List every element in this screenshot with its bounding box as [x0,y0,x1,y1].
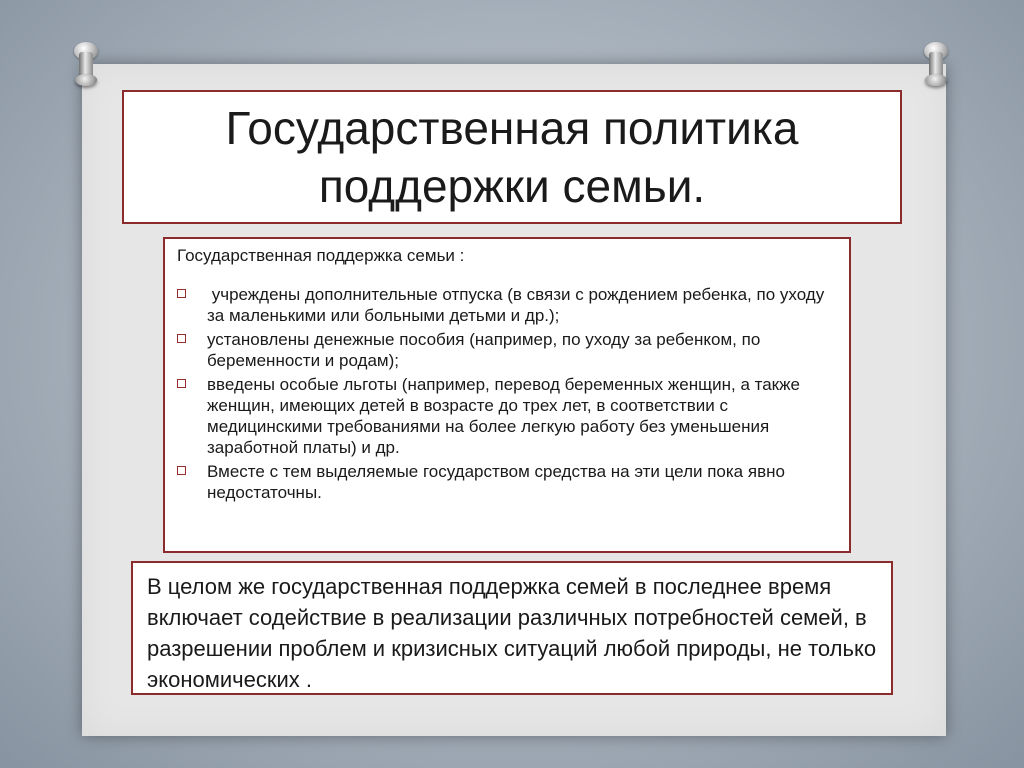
summary-box [131,561,893,695]
list-item-text: Вместе с тем выделяемые государством средства на эти цели пока явно недостаточны. [207,462,785,502]
page-title [225,99,798,215]
list-item [177,374,837,458]
title-box [122,90,902,224]
title-line-2: поддержки семьи. [318,160,706,212]
square-bullet-icon [177,466,186,475]
summary-text: В целом же государственная поддержка семей в последнее время включает содействие в реализации различных потребностей семей, в разрешении проблем и кризисных ситуаций любой природы, не только экономических . [147,574,877,692]
pushpin-icon [922,42,950,86]
support-heading: Государственная поддержка семьи : [177,246,465,265]
support-list [177,284,837,503]
list-item [177,329,837,371]
list-item [177,284,837,326]
list-item-text: введены особые льготы (например, перевод беременных женщин, а также женщин, имеющих детей в возрасте до трех лет, в соответствии с медицинскими требованиями на более легкую работу без уменьшения заработной платы) и др. [207,375,800,457]
list-item-text: установлены денежные пособия (например, по уходу за ребенком, по беременности и родам); [207,330,761,370]
list-item [177,461,837,503]
square-bullet-icon [177,379,186,388]
square-bullet-icon [177,334,186,343]
list-item-text: учреждены дополнительные отпуска (в связи с рождением ребенка, по уходу за маленькими или больными детьми и др.); [207,285,829,325]
pushpin-icon [72,42,100,86]
support-box [163,237,851,553]
title-line-1: Государственная политика [225,102,799,154]
square-bullet-icon [177,289,186,298]
